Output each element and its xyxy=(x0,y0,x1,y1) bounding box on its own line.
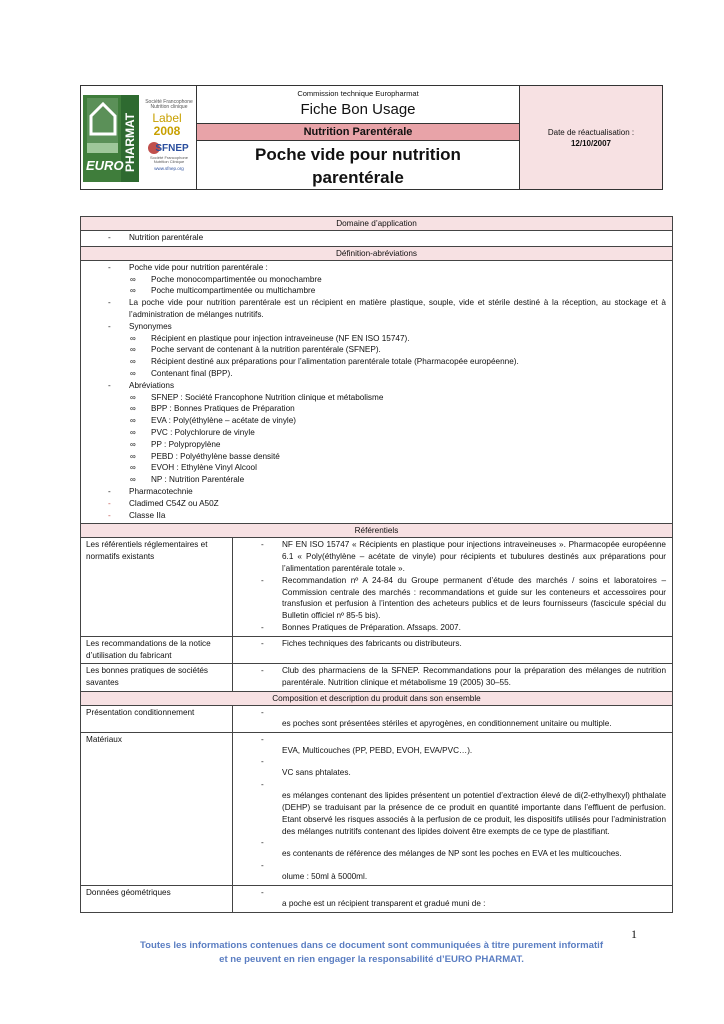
svg-text:SFNEP: SFNEP xyxy=(155,143,189,154)
svg-text:Label: Label xyxy=(152,111,182,125)
paragraph: VC sans phtalates. xyxy=(282,768,351,778)
section-composition: Composition et description du produit dans son ensemble xyxy=(81,692,672,706)
row-label: Données géométriques xyxy=(81,886,233,912)
document-header xyxy=(80,85,663,190)
svg-text:EURO: EURO xyxy=(86,158,124,173)
svg-text:Société Francophone: Société Francophone xyxy=(145,99,193,105)
sub-list-item: ∞ SFNEP : Société Francophone Nutrition clinique et métabolisme xyxy=(81,392,672,404)
row-label: Matériaux xyxy=(81,733,233,885)
logos xyxy=(81,86,197,189)
date-label: Date de réactualisation : xyxy=(547,127,635,137)
svg-text:2008: 2008 xyxy=(153,124,181,138)
sub-list-item: ∞ NP : Nutrition Parentérale xyxy=(81,474,672,486)
sub-list-item: ∞ Poche monocompartimentée ou monochambre xyxy=(81,274,672,286)
dash-marker: - xyxy=(261,707,264,717)
list-item: - Fiches techniques des fabricants ou distributeurs. xyxy=(233,638,666,650)
list-item: - Club des pharmaciens de la SFNEP. Recommandations pour la préparation des mélanges de nutrition parentérale. Nutrition clinique et métabolisme 19 (2005) 30–55. xyxy=(233,665,666,689)
sub-list-item: ∞ Contenant final (BPP). xyxy=(81,368,672,380)
definition-block xyxy=(81,261,672,525)
list-item: - Cladimed C54Z ou A50Z xyxy=(81,498,672,510)
row-label: Les bonnes pratiques de sociétés savantes xyxy=(81,664,233,691)
footer-disclaimer xyxy=(80,939,663,967)
document-title xyxy=(197,141,519,189)
sub-list-item: ∞ EVOH : Ethylène Vinyl Alcool xyxy=(81,462,672,474)
list-item: - Abréviations xyxy=(81,380,672,392)
sub-list-item: ∞ Récipient en plastique pour injection intraveineuse (NF EN ISO 15747). xyxy=(81,333,672,345)
revision-date-block xyxy=(520,86,662,189)
footer-line1: Toutes les informations contenues dans ce document sont communiquées à titre purement informatif xyxy=(139,940,604,951)
svg-text:Nutrition Clinique: Nutrition Clinique xyxy=(153,159,185,164)
svg-text:www.sfnep.org: www.sfnep.org xyxy=(154,166,184,171)
list-item: - Recommandation nº A 24-84 du Groupe permanent d’étude des marchés / soins et laboratoires – Commission centrale des marchés : recommandations et guide sur les conteneurs et accessoires pour transfusion et perfusion à l’intention des acheteurs publics et de leurs fournisseurs (fascicule spécial du Bulletin officiel nº 85-5 bis). xyxy=(233,575,666,622)
row-content xyxy=(233,664,672,691)
paragraph: es contenants de référence des mélanges de NP sont les poches en EVA et les multicouches. xyxy=(282,849,622,859)
row-content xyxy=(233,538,672,635)
list-item: - La poche vide pour nutrition parentérale est un récipient en matière plastique, souple, vide et stérile destiné à la réception, au stockage et à l’administration de mélanges nutritifs. xyxy=(81,297,672,321)
commission-label: Commission technique Europharmat xyxy=(297,89,419,98)
sub-list-item: ∞ PEBD : Polyéthylène basse densité xyxy=(81,451,672,463)
table-row xyxy=(81,538,672,636)
list-item: - Pharmacotechnie xyxy=(81,486,672,498)
sub-list-item: ∞ Poche multicompartimentée ou multichambre xyxy=(81,285,672,297)
paragraph: a poche est un récipient transparent et gradué muni de : xyxy=(282,899,486,909)
europharmat-sfnep-logo xyxy=(81,86,196,189)
sub-list-item: ∞ BPP : Bonnes Pratiques de Préparation xyxy=(81,403,672,415)
paragraph: es mélanges contenant des lipides présentent un potentiel d’extraction élevé de di(2-ethylhexyl) phthalate (DEHP) se traduisant par la présence de ce produit en quantité importante dans l’effluent de perfusion. Etant observé les risques associés à la perfusion de ce produit, les dispositifs utilisés pour l’administration des mélanges nutritifs contenant des lipides doivent être exempts de ce type de plastifiant. xyxy=(282,791,666,836)
header-title-block xyxy=(197,86,520,189)
table-row xyxy=(81,637,672,665)
sub-list-item: ∞ EVA : Poly(éthylène – acétate de vinyle) xyxy=(81,415,672,427)
svg-text:PHARMAT: PHARMAT xyxy=(123,112,137,172)
row-label: Les recommandations de la notice d’utilisation du fabricant xyxy=(81,637,233,664)
paragraph: es poches sont présentées stériles et apyrogènes, en conditionnement unitaire ou multiple. xyxy=(282,718,612,728)
content-table xyxy=(80,216,673,913)
row-content xyxy=(233,733,672,885)
list-item: - Synonymes xyxy=(81,321,672,333)
dash-marker: - xyxy=(261,757,264,767)
paragraph: EVA, Multicouches (PP, PEBD, EVOH, EVA/PVC…). xyxy=(282,745,473,755)
dash-marker: - xyxy=(261,734,264,744)
section-definition: Définition-abréviations xyxy=(81,247,672,261)
paragraph: olume : 50ml à 5000ml. xyxy=(282,872,368,882)
list-item: - Classe IIa xyxy=(81,510,672,522)
list-item: - Poche vide pour nutrition parentérale : xyxy=(81,262,672,274)
document-title-line1: Poche vide pour nutrition xyxy=(255,145,461,164)
dash-marker: - xyxy=(261,861,264,871)
section-referentiels: Référentiels xyxy=(81,524,672,538)
list-item: - Bonnes Pratiques de Préparation. Afssaps. 2007. xyxy=(233,622,666,634)
dash-marker: - xyxy=(261,838,264,848)
svg-text:Nutrition clinique: Nutrition clinique xyxy=(150,104,188,110)
svg-text:Société Francophone: Société Francophone xyxy=(149,155,189,160)
row-content xyxy=(233,637,672,664)
row-label: Présentation conditionnement xyxy=(81,706,233,732)
table-row xyxy=(81,706,672,733)
sub-list-item: ∞ PVC : Polychlorure de vinyle xyxy=(81,427,672,439)
dash-marker: - xyxy=(261,780,264,790)
section-domaine: Domaine d’application xyxy=(81,217,672,231)
row-label: Les référentiels réglementaires et normatifs existants xyxy=(81,538,233,635)
footer-line2: et ne peuvent en rien engager la responsabilité d’EURO PHARMAT. xyxy=(219,954,524,965)
list-item: - Nutrition parentérale xyxy=(81,232,672,244)
row-content xyxy=(233,886,672,912)
document-title-line2: parentérale xyxy=(312,168,404,187)
sub-list-item: ∞ Récipient destiné aux préparations pour l’alimentation parentérale totale (Pharmacopée européenne). xyxy=(81,356,672,368)
table-row xyxy=(81,886,672,912)
domaine-block xyxy=(81,231,672,247)
sub-list-item: ∞ Poche servant de contenant à la nutrition parentérale (SFNEP). xyxy=(81,344,672,356)
fiche-title: Fiche Bon Usage xyxy=(300,101,416,118)
page-number: 1 xyxy=(631,927,637,941)
category-band: Nutrition Parentérale xyxy=(197,123,519,141)
table-row xyxy=(81,733,672,886)
table-row xyxy=(81,664,672,692)
list-item: - NF EN ISO 15747 « Récipients en plastique pour injections intraveineuses ». Pharmacopée européenne 6.1 « Poly(éthylène – acétate de vinyle) pour récipients et tubulures destinés aux préparations pour l’alimentation parentérale totale ». xyxy=(233,539,666,574)
row-content xyxy=(233,706,672,732)
sub-list-item: ∞ PP : Polypropylène xyxy=(81,439,672,451)
date-value: 12/10/2007 xyxy=(570,138,612,148)
dash-marker: - xyxy=(261,888,264,898)
